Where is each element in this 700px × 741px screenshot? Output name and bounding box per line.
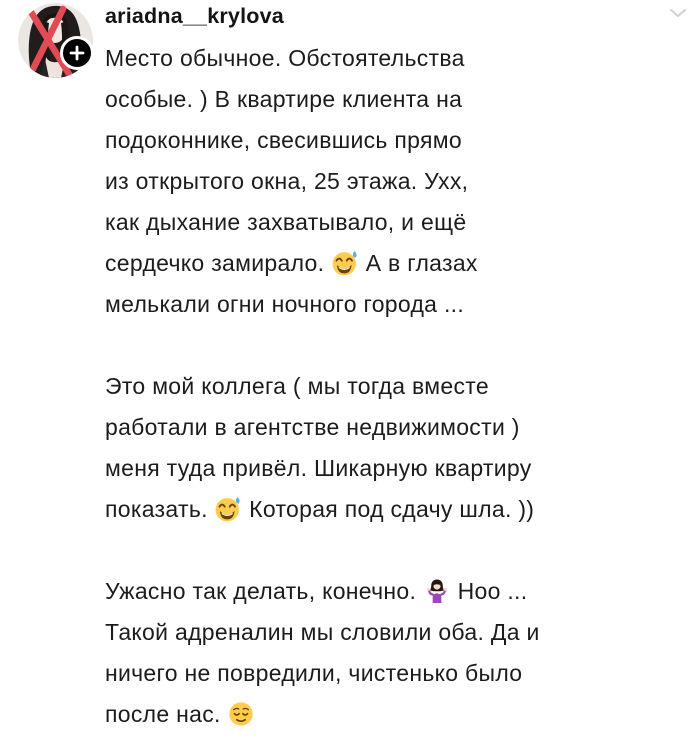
comment-text: особые. ) В квартире клиента на	[105, 86, 463, 112]
comment-line	[105, 694, 645, 735]
comment-line	[105, 284, 645, 325]
comment-line	[105, 120, 645, 161]
comment-text: мелькали огни ночного города ...	[105, 291, 465, 317]
comment-line	[105, 202, 645, 243]
comment-text: Ужасно так делать, конечно.	[105, 578, 423, 604]
comment-text: из открытого окна, 25 этажа. Ухх,	[105, 168, 469, 194]
comment-line	[105, 161, 645, 202]
relieved-face-emoji	[227, 700, 255, 728]
comment-line	[105, 571, 645, 612]
comment-line	[105, 653, 645, 694]
comment-text: Это мой коллега ( мы тогда вместе	[105, 373, 489, 399]
comment-paragraph	[105, 38, 645, 325]
comment-line	[105, 448, 645, 489]
comment-line	[105, 366, 645, 407]
sweat-smile-emoji	[331, 249, 359, 277]
plus-icon	[69, 45, 85, 61]
comment-text: Которая под сдачу шла. ))	[242, 496, 535, 522]
comment-line	[105, 612, 645, 653]
comment-text: работали в агентстве недвижимости )	[105, 414, 520, 440]
comment-text: А в глазах	[359, 250, 478, 276]
comment-text: подоконнике, свесившись прямо	[105, 127, 462, 153]
comment-line	[105, 79, 645, 120]
woman-shrugging-emoji	[423, 577, 451, 605]
comment-text: Ноо ...	[450, 578, 528, 604]
comment-text: как дыхание захватывало, и ещё	[105, 209, 467, 235]
comment-text: ничего не повредили, чистенько было	[105, 660, 523, 686]
comment-line	[105, 243, 645, 284]
avatar[interactable]	[18, 3, 93, 78]
follow-plus-badge[interactable]	[60, 36, 94, 70]
comment-line	[105, 38, 645, 79]
username[interactable]: ariadna__krylova	[105, 4, 284, 28]
comment-line	[105, 489, 645, 530]
chevron-down-icon[interactable]	[668, 6, 688, 24]
comment-paragraph	[105, 366, 645, 530]
comment-paragraph	[105, 571, 645, 735]
comment-text: сердечко замирало.	[105, 250, 332, 276]
comment-text: меня туда привёл. Шикарную квартиру	[105, 455, 532, 481]
comment-text: Место обычное. Обстоятельства	[105, 45, 465, 71]
comment-line	[105, 407, 645, 448]
comment-body	[105, 38, 645, 735]
comment-text: показать.	[105, 496, 215, 522]
sweat-smile-emoji	[214, 495, 242, 523]
comment-text: Такой адреналин мы словили оба. Да и	[105, 619, 540, 645]
comment-text: после нас.	[105, 701, 228, 727]
